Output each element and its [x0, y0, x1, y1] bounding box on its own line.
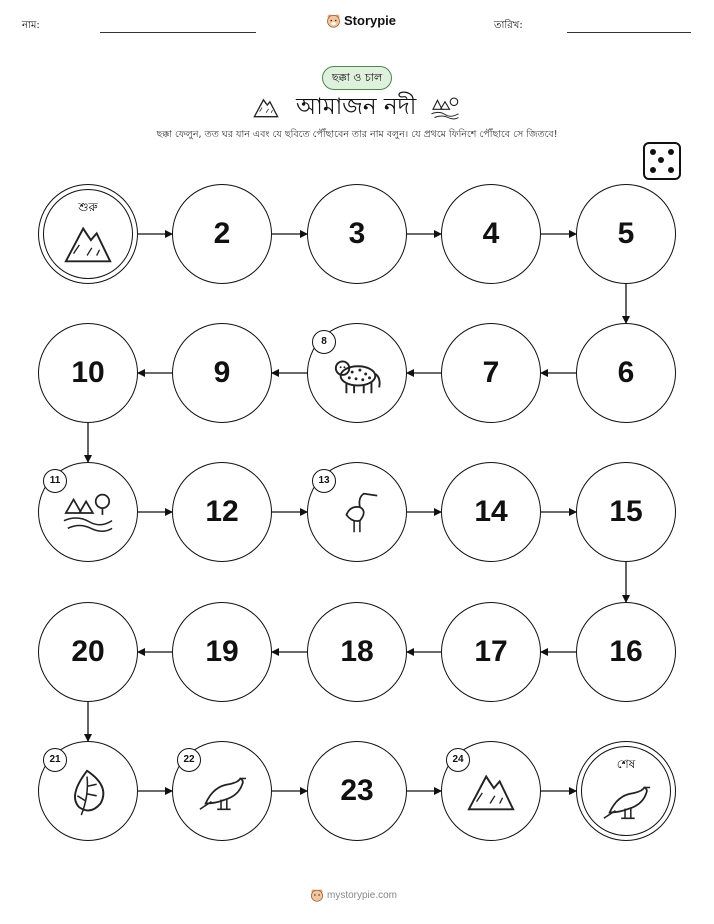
board-cell-25: [576, 741, 676, 841]
board-cell-21: [38, 741, 138, 841]
board-cell-15: [576, 462, 676, 562]
brand-name: Storypie: [344, 13, 397, 28]
instructions: ছক্কা ফেলুন, তত ঘর যান এবং যে ছবিতে পৌঁছাবেন তার নাম বলুন। যে প্রথমে ফিনিশে পৌঁছাবে সে জিতবে!: [156, 129, 558, 140]
board-cell-20: [38, 602, 138, 702]
board-cell-23: [307, 741, 407, 841]
board-cell-5: [576, 184, 676, 284]
board-cell-13: [307, 462, 407, 562]
cell-number: 20: [71, 635, 105, 668]
cell-number: 14: [474, 495, 508, 528]
board-cell-24: [441, 741, 541, 841]
name-label: নাম:: [22, 20, 40, 31]
board-cell-18: [307, 602, 407, 702]
date-label: তারিখ:: [494, 20, 523, 31]
board-cell-22: [172, 741, 272, 841]
cell-number: 15: [609, 495, 643, 528]
page-title: আমাজন নদী: [296, 94, 417, 120]
board-cell-2: [172, 184, 272, 284]
cell-number: 7: [482, 356, 500, 389]
start-label: শুরু: [78, 200, 98, 214]
board-cell-7: [441, 323, 541, 423]
leaf-icon: [62, 765, 114, 817]
board-cell-12: [172, 462, 272, 562]
cell-number: 3: [348, 217, 366, 250]
board-cell-1: [38, 184, 138, 284]
board-cell-3: [307, 184, 407, 284]
cell-number: 9: [213, 356, 231, 389]
cell-number: 6: [617, 356, 635, 389]
cell-number-badge: 11: [43, 469, 67, 493]
cell-number: 2: [213, 217, 231, 250]
board-cell-14: [441, 462, 541, 562]
cell-number: 10: [71, 356, 105, 389]
mountain-icon: [62, 217, 114, 269]
bear-logo-icon: [310, 888, 324, 902]
village-river-icon: [62, 486, 114, 538]
cell-number: 5: [617, 217, 635, 250]
board-cell-10: [38, 323, 138, 423]
jaguar-icon: [331, 347, 383, 399]
board-cell-19: [172, 602, 272, 702]
board-cell-6: [576, 323, 676, 423]
cell-number: 16: [609, 635, 643, 668]
game-type-badge: ছক্কা ও চাল: [322, 66, 392, 90]
bird-icon: [600, 774, 652, 826]
end-label: শেষ: [616, 757, 636, 771]
cell-number-badge: 8: [312, 330, 336, 354]
bird-icon: [196, 765, 248, 817]
cell-number: 4: [482, 217, 500, 250]
cell-number: 12: [205, 495, 239, 528]
board-cell-9: [172, 323, 272, 423]
heron-icon: [331, 486, 383, 538]
board-cell-11: [38, 462, 138, 562]
mountain-icon: [465, 765, 517, 817]
cell-number-badge: 22: [177, 748, 201, 772]
cell-number-badge: 24: [446, 748, 470, 772]
footer-url: mystorypie.com: [327, 889, 398, 901]
cell-number-badge: 13: [312, 469, 336, 493]
board-cell-4: [441, 184, 541, 284]
footer: [310, 888, 397, 902]
cell-number: 17: [474, 635, 508, 668]
cell-number: 19: [205, 635, 239, 668]
cell-number: 23: [340, 774, 374, 807]
cell-number-badge: 21: [43, 748, 67, 772]
cell-number: 18: [340, 635, 374, 668]
board-cell-8: [307, 323, 407, 423]
board-cell-17: [441, 602, 541, 702]
board-cell-16: [576, 602, 676, 702]
